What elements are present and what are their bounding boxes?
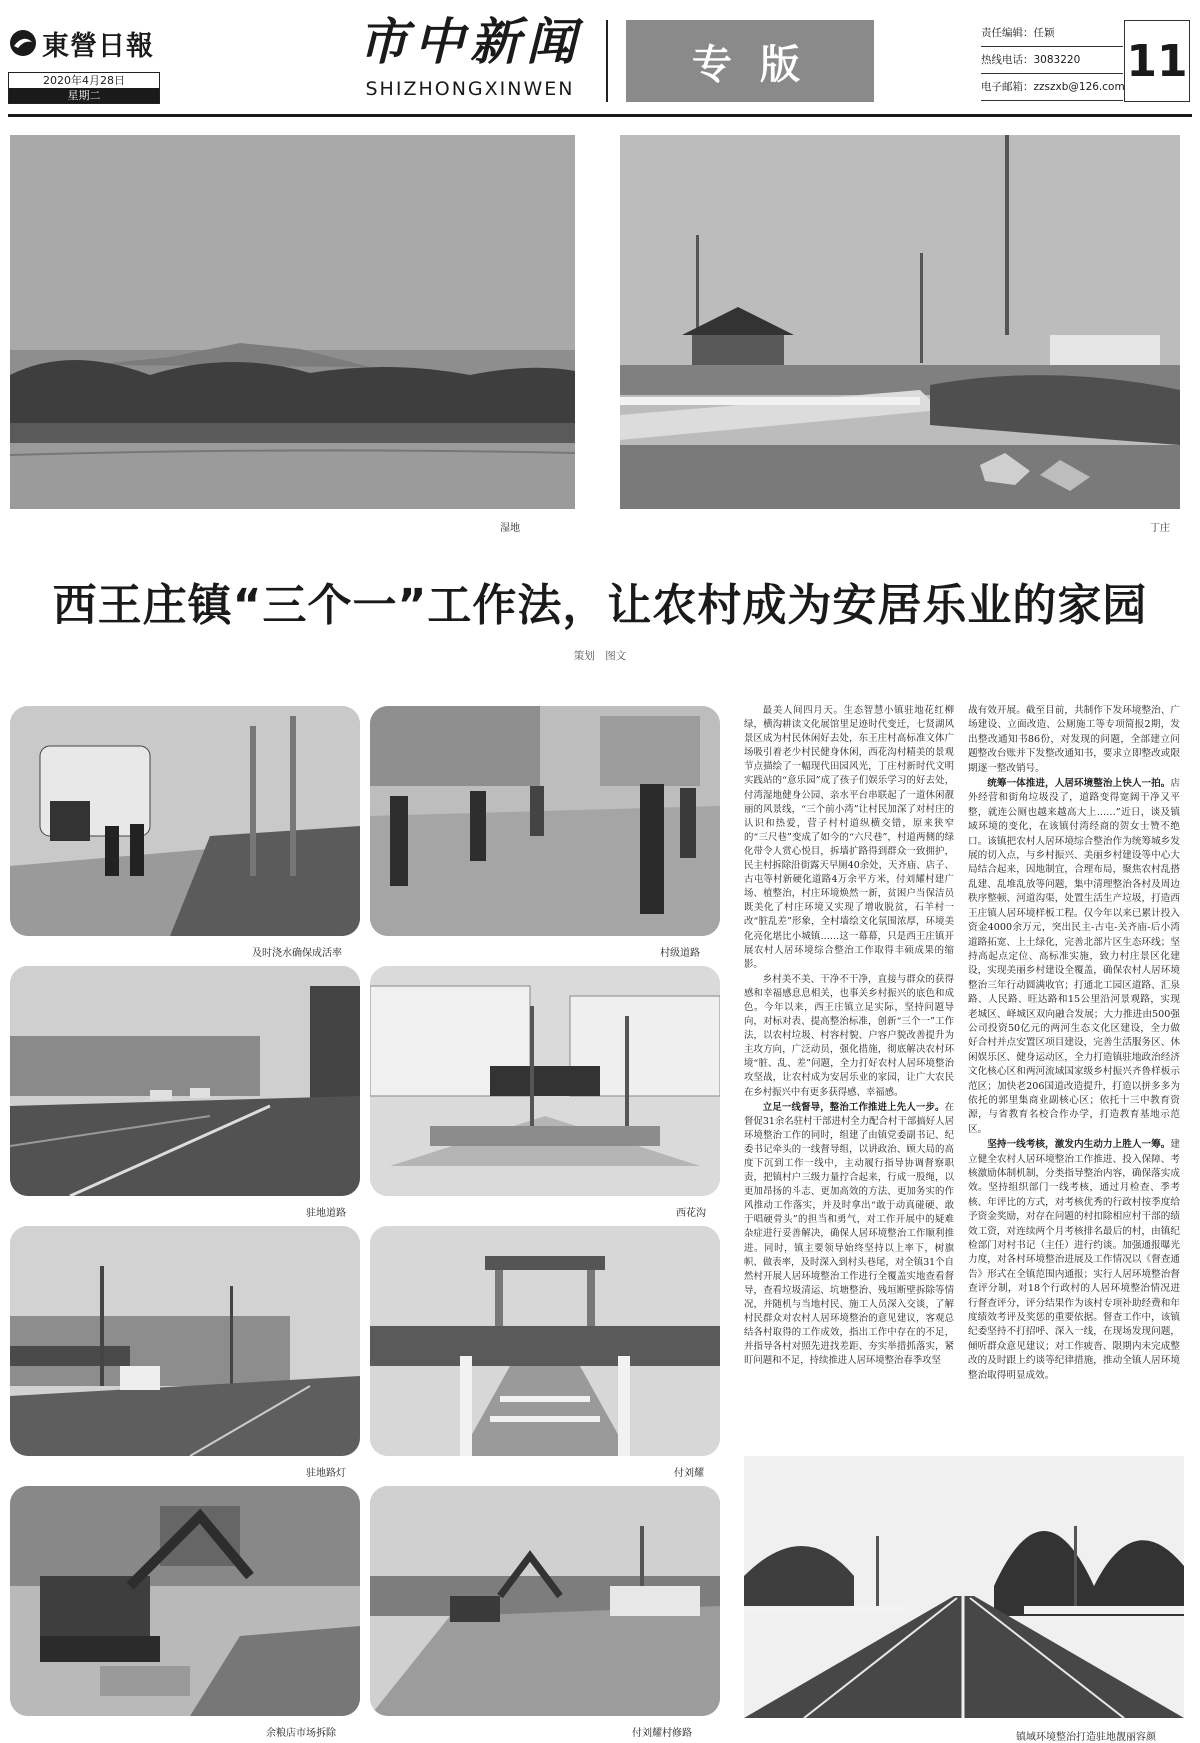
article-column-1 [744,704,954,1404]
street-lamp-photo [10,1226,360,1456]
paragraph-text: 乡村美不美、干净不干净，直接与群众的获得感和幸福感息息相关，也事关乡村振兴的底色和成色。今年以来，西王庄镇立足实际，坚持问题导向，对标对表、提高整治标准，创新“三个一”工作法，以农村垃圾、村容村貌、户容户貌改善提升为主攻方向，广泛动员，强化措施，彻底解决农村环境“脏、乱、差”问题，全力打好农村人居环境整治攻坚战，让农村成为安居乐业的家园，让广大农民在乡村振兴中有更多获得感、幸福感。 [744,973,954,1098]
paragraph-lead: 立足一线督导，整治工作推进上先人一步。 [762,1101,945,1113]
masthead-divider [606,20,608,102]
editor-name: 责任编辑：任颖 [981,20,1123,47]
photo-caption: 及时浇水确保成活率 [252,948,342,959]
photo-caption: 驻地道路 [306,1208,346,1219]
paragraph-text: 战有效开展。截至目前，共制作下发环境整治、广场建设、立面改造、公厕施工等专项简报2期，发出整改通知书86份，对发现的问题，全部建立问题整改台账并下发整改通知书，要求立即整改或限期逐一整改销号。 [968,705,1180,774]
headline: 西王庄镇“三个一”工作法，让农村成为安居乐业的家园 [52,580,1148,631]
article-paragraph [968,777,1180,1137]
byline: 策划 图文 [573,650,627,662]
market-demolition-photo [10,1486,360,1716]
photo-caption: 村级道路 [660,948,700,959]
article-paragraph [744,704,954,972]
village-road-photo [370,706,720,936]
town-road-photo [744,1456,1184,1718]
paragraph-text: 建立健全农村人居环境整治工作推进、投入保障、考核激励体制机制，分类指导整治内容，确保落实成效。坚持组织部门一线考核，通过月检查、季考核、年评比的方式，对考核优秀的行政村按季度给予资金奖励，对存在问题的村扣除相应村干部的绩效工资，对连续两个月考核排名最后的村，由镇纪检部门对村书记（主任）进行约谈。加强通报曝光力度，对各村环境整治进展及工作情况以《督查通告》形式在全镇范围内通报；实行人居环境整治督查评分制，对18个行政村的人居环境整治情况进行督查评分，评分结果作为该村专项补助经费和年度绩效考评及奖惩的重要依据。督查工作中，该镇纪委坚持不打招呼、深入一线，在现场发现问题，倾听群众意见建议；对工作疲沓、限期内未完成整改的及时跟上约谈等纪律措施，推动全镇人居环境整治取得明显成效。 [968,1139,1180,1381]
newspaper-name: 東營日報 [42,30,154,62]
wetland-photo [10,135,575,509]
article-paragraph [968,1138,1180,1383]
photo-caption: 驻地路灯 [306,1468,346,1479]
photo-caption: 付刘耀 [674,1468,704,1479]
editor-info [981,20,1123,101]
article-column-2 [968,704,1180,1404]
issue-date-box [8,72,160,104]
issue-date: 2020年4月28日 [43,74,125,87]
newspaper-logo [8,26,160,60]
paragraph-text: 店外经营和街角垃圾没了，道路变得宽阔干净又平整，就连公厕也越来越高大上……”近日，谈及镇域环境的变化，在该镇付湾经商的贺女士赞不绝口。该镇把农村人居环境综合整治作为统筹城乡发展的切入点，与乡村振兴、美丽乡村建设等中心大局结合起来，因地制宜，合理布局，聚焦农村乱搭乱建、乱堆乱放等问题，集中清理整治各村及周边秩序整顿、河道沟渠，处置生活生产垃圾，打造西王庄镇人居环境样板工程。仅今年以来已累计投入资金4000余万元，突出民主-古屯-关齐庙-后小湾道路拓宽、上土绿化，完善北部片区生态环线；坚持高起点定位、高标准实施，致力村庄景区化建设，实现美丽乡村建设全覆盖，确保农村人居环境整治三年行动圆满收官；打通北工园区道路、汇泉路、人民路、旺达路和15公里沿河景观路，实现老城区、峄城区双向融合发展；大力推进由500强公司投资50亿元的两河生态文化区建设，全力做好合村并点安置区项目建设，完善生活服务区、休闲娱乐区、健身运动区，全力打造镇驻地政治经济文化核心区和两河流域国家级乡村振兴齐鲁样板示范区；加快老206国道改造提升，打造以拼多多为依托的郭里集商业副核心区；依托十三中教育资源，与省教育名校合作办学，打造教育基地示范区。 [968,778,1180,1135]
village-road-repair-photo [370,1486,720,1716]
email: 电子邮箱：zzszxb@126.com [981,74,1123,101]
column-title: 市中新闻 [358,12,582,71]
issue-weekday: 星期二 [9,88,159,103]
paragraph-lead: 坚持一线考核，激发内生动力上胜人一筹。 [987,1139,1171,1151]
photo-caption: 付刘耀村修路 [632,1728,692,1739]
photo-caption: 丁庄 [1150,523,1170,534]
masthead-rule [8,114,1192,117]
photo-caption: 余粮店市场拆除 [266,1728,336,1739]
column-pinyin: SHIZHONGXINWEN [365,78,575,100]
main-road-photo [10,966,360,1196]
photo-caption: 湿地 [500,523,520,534]
photo-caption: 西花沟 [676,1208,706,1219]
watering-photo [10,706,360,936]
paragraph-text: 在督促31余名驻村干部进村全力配合村干部搞好人居环境整治工作的同时，组建了由镇党委副书记、纪委书记牵头的一线督导组，以讲政治、顾大局的高度下沉到工作一线中，主动履行指导协调督察职责，把镇村户三级力量拧合起来，行成一股绳，以更加昂扬的斗志、更加高效的方法、更加务实的作风推动工作落实，并及时拿出“敢于动真碰硬、敢于唱硬骨头”的担当和勇气，对工作开展中的疑难杂症进行妥善解决，确保人居环境整治工作顺利推进。同时，镇主要领导始终坚持以上率下，树旗帜、做表率，及时深入到村头巷尾，对全镇31个自然村开展人居环境整治工作进行全覆盖实地查看督导，查看垃圾清运、坑塘整治、残垣断壁拆除等情况，并随机与当地村民、施工人员深入交谈，了解村民群众对农村人居环境整治的意见建议，客观总结各村取得的工作成效，指出工作中存在的不足，并指导各村对照先进找差距、夯实举措抓落实，紧盯问题和不足，持续推进人居环境整治春季攻坚 [744,1101,954,1367]
paragraph-text: 最美人间四月天。生态智慧小镇驻地花红柳绿，横沟耕读文化展馆里足迹时代变迁，七贤湖风景区成为村民休闲好去处，东王庄村高标准文体广场吸引着老少村民健身休闲，西花沟村精美的景观节点描绘了一幅现代田园风光，丁庄村新时代文明实践站的“意乐园”成了孩子们娱乐学习的好去处，付湾湿地健身公园、亲水平台串联起了一道休闲靓丽的风景线，“三个前小湾”让村民加深了对村庄的认识和热爱，营子村村道纵横交错，原来狭窄的“三尺巷”变成了如今的“六尺巷”，村道两侧的绿化带令人赏心悦目，拆墙扩路得到群众一致拥护，民主村拆除沿街露天早厕40余处，天齐庙、店子、古屯等村新硬化道路4万余平方米，付刘耀村建广场、植整治，村庄环境焕然一新，贫困户当保洁员既美化了村庄环境又实现了增收脱贫，石羊村一改“脏乱差”形象，全村墙绘文化氛围浓厚，环境美化亮化堪比小城镇……这一幕幕，只是西王庄镇开展农村人居环境综合整治工作取得丰硕成果的缩影。 [744,705,954,970]
fuliuyao-photo [370,1226,720,1456]
dingzhuang-photo [620,135,1180,509]
article-paragraph [744,1101,954,1369]
paragraph-lead: 统筹一体推进，人居环境整治上快人一拍。 [987,778,1171,790]
photo-caption: 镇域环境整治打造驻地靓丽容颜 [1016,1732,1156,1743]
newspaper-emblem-icon [8,28,38,58]
article-paragraph [968,704,1180,776]
hotline: 热线电话：3083220 [981,47,1123,74]
xihuagou-photo [370,966,720,1196]
page-number: 11 [1124,20,1190,102]
section-label: 专版 [626,20,874,102]
article-paragraph [744,973,954,1100]
